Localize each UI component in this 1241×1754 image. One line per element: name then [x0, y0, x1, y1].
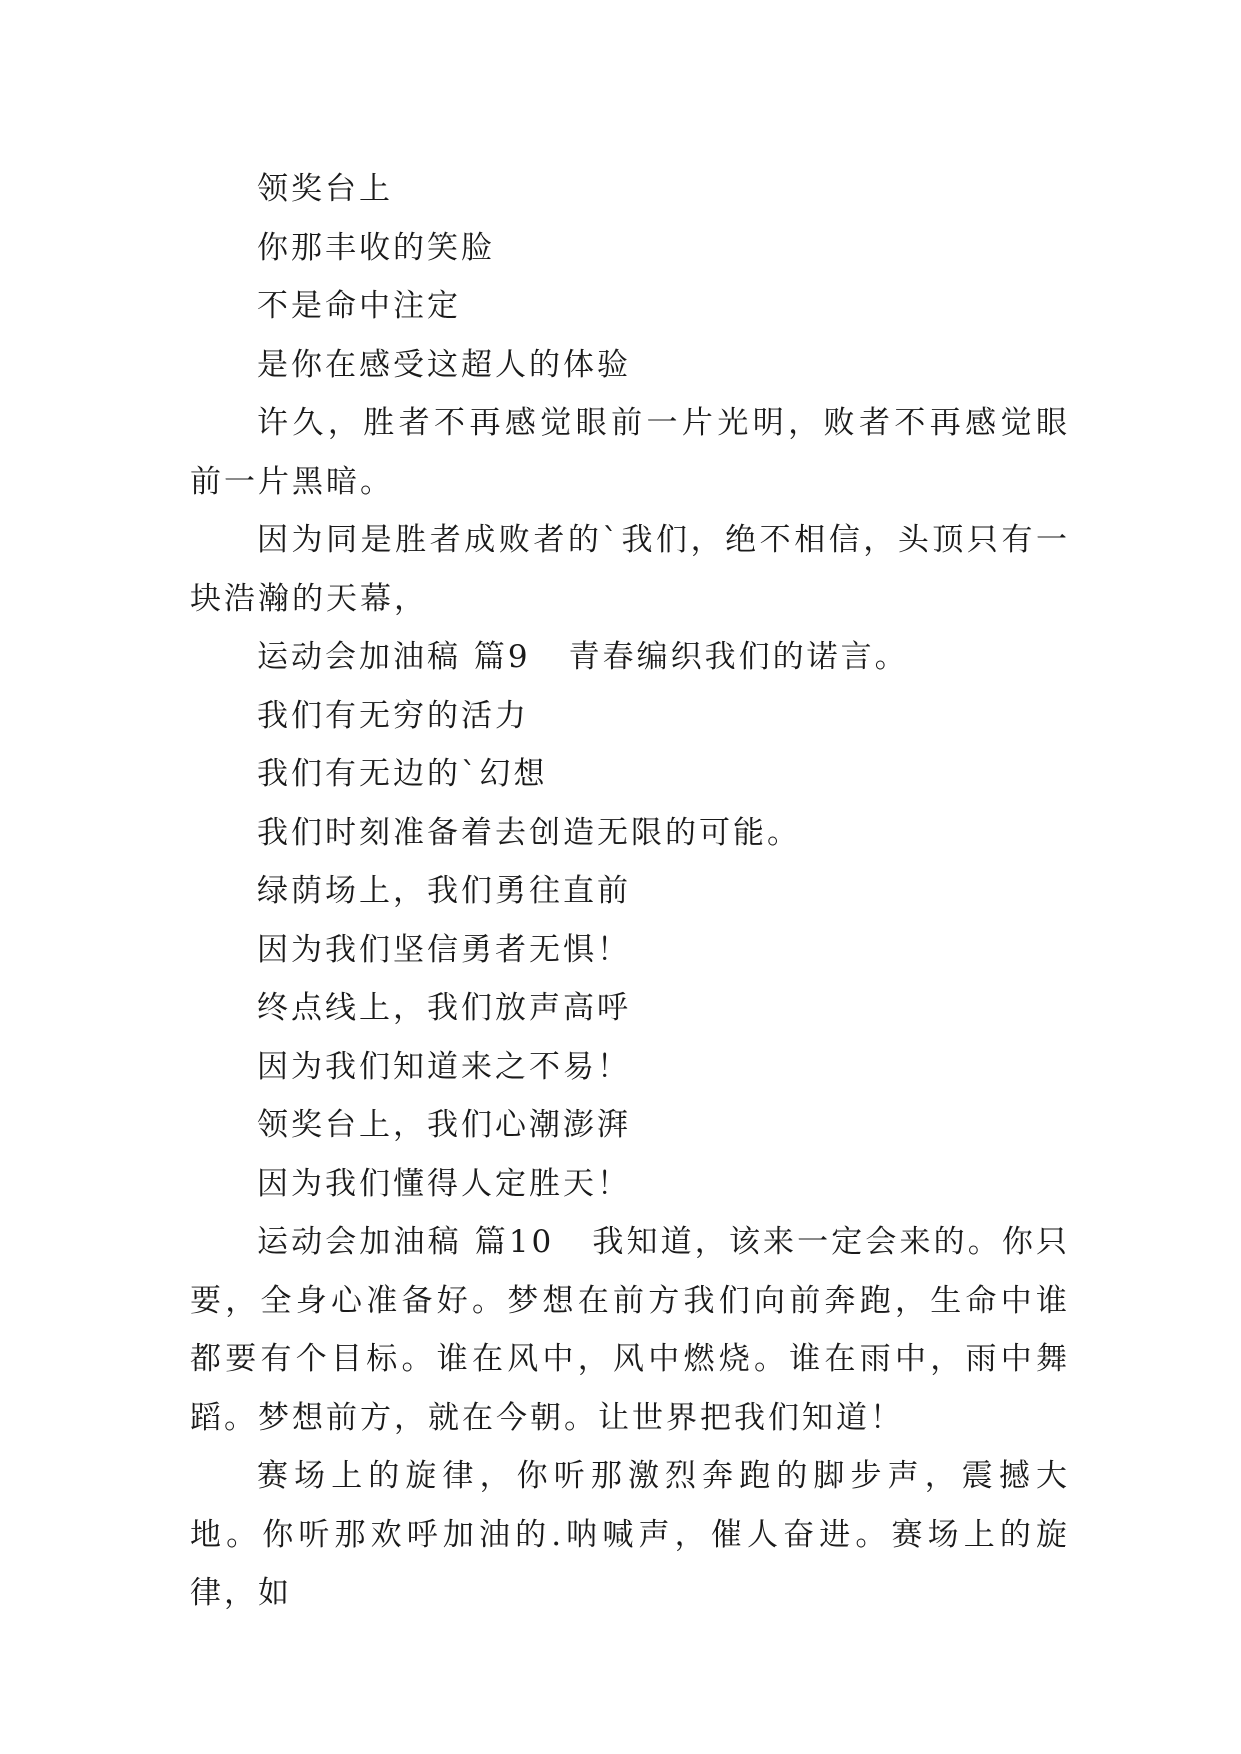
- section-paragraph: [190, 628, 1070, 687]
- paragraph: [190, 394, 1070, 511]
- paragraph-text: 是你在感受这超人的体验: [257, 346, 631, 383]
- paragraph: [190, 921, 1070, 980]
- paragraph: [190, 277, 1070, 336]
- paragraph-text: 因为我们懂得人定胜天！: [257, 1165, 631, 1202]
- paragraph: [190, 511, 1070, 628]
- paragraph-text: 许久，胜者不再感觉眼前一片光明，败者不再感觉眼前一片黑暗。: [190, 405, 1070, 500]
- paragraph-text: 领奖台上，我们心潮澎湃: [257, 1107, 631, 1143]
- paragraph-text: 我知道，该来一定会来的。你只要，全身心准备好。梦想在前方我们向前奔跑，生命中谁都要有个目标。谁在风中，风中燃烧。谁在雨中，雨中舞蹈。梦想前方，就在今朝。让世界把我们知道！: [190, 1224, 1070, 1436]
- paragraph-text: 你那丰收的笑脸: [257, 229, 495, 266]
- paragraph: [190, 336, 1070, 395]
- paragraph-text: 领奖台上: [257, 171, 393, 207]
- paragraph-text: 青春编织我们的诺言。: [568, 639, 909, 675]
- paragraph-text: 我们时刻准备着去创造无限的可能。: [257, 814, 801, 851]
- paragraph-text: 我们有无边的`幻想: [257, 756, 548, 792]
- paragraph-text: 赛场上的旋律，你听那激烈奔跑的脚步声，震撼大地。你听那欢呼加油的.呐喊声，催人奋进。赛场上的旋律，如: [190, 1458, 1070, 1611]
- paragraph: [190, 160, 1070, 219]
- paragraph-text: 因为我们知道来之不易！: [257, 1048, 631, 1085]
- paragraph: [190, 687, 1070, 746]
- document-body: [190, 160, 1070, 1623]
- section-heading: 运动会加油稿 篇9: [257, 639, 531, 675]
- paragraph: [190, 979, 1070, 1038]
- paragraph: [190, 745, 1070, 804]
- paragraph: [190, 1447, 1070, 1623]
- paragraph-text: 绿荫场上，我们勇往直前: [257, 873, 631, 909]
- section-heading: 运动会加油稿 篇10: [257, 1224, 555, 1260]
- paragraph: [190, 804, 1070, 863]
- paragraph: [190, 1096, 1070, 1155]
- paragraph: [190, 1038, 1070, 1097]
- paragraph-text: 不是命中注定: [257, 288, 461, 324]
- paragraph-text: 我们有无穷的活力: [257, 697, 529, 734]
- paragraph: [190, 219, 1070, 278]
- paragraph-text: 终点线上，我们放声高呼: [257, 990, 631, 1026]
- paragraph-text: 因为我们坚信勇者无惧！: [257, 931, 631, 968]
- section-paragraph: [190, 1213, 1070, 1447]
- paragraph: [190, 1155, 1070, 1214]
- paragraph: [190, 862, 1070, 921]
- paragraph-text: 因为同是胜者成败者的`我们，绝不相信，头顶只有一块浩瀚的天幕，: [190, 522, 1070, 617]
